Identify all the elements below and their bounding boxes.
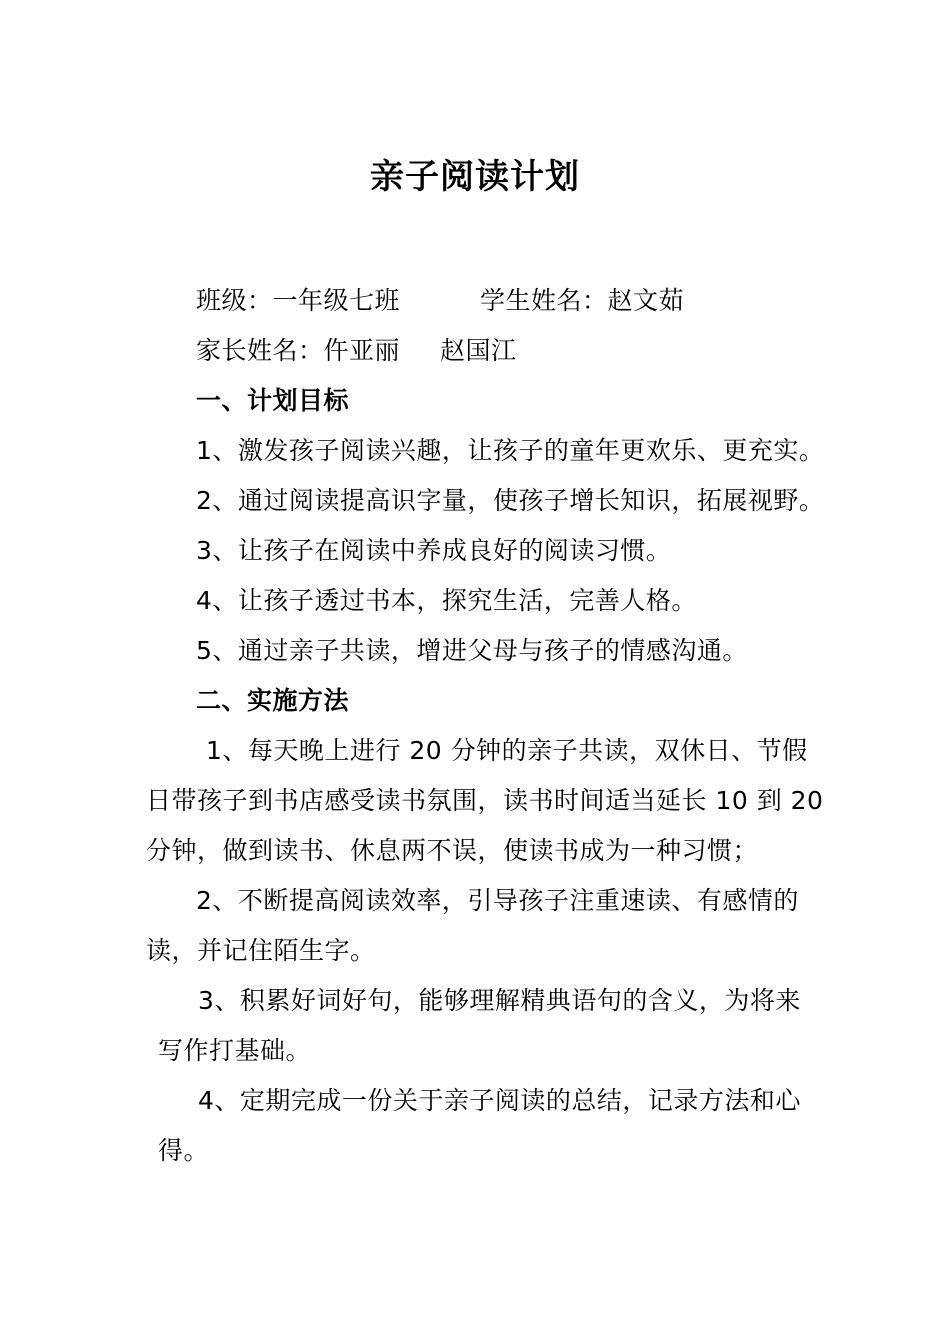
method-item-line: 写作打基础。 [158, 1036, 312, 1065]
method-item-line: 3、积累好词好句，能够理解精典语句的含义，为将来 [198, 986, 801, 1015]
parent-name-label: 家长姓名： [196, 336, 324, 365]
method-item-line: 1、每天晚上进行 20 分钟的亲子共读，双休日、节假 [206, 736, 808, 765]
goal-item: 2、通过阅读提高识字量，使孩子增长知识，拓展视野。 [196, 486, 825, 515]
method-item-line: 4、定期完成一份关于亲子阅读的总结，记录方法和心 [198, 1086, 801, 1115]
goal-item: 4、让孩子透过书本，探究生活，完善人格。 [196, 586, 697, 615]
method-item-line: 读，并记住陌生字。 [146, 936, 376, 965]
parent-line [196, 335, 517, 367]
method-item-line: 2、不断提高阅读效率，引导孩子注重速读、有感情的 [196, 886, 799, 915]
method-item-line: 得。 [158, 1136, 210, 1165]
method-item-line: 日带孩子到书店感受读书氛围，读书时间适当延长 10 到 20 [146, 786, 824, 815]
section-heading-goals: 一、计划目标 [196, 386, 350, 415]
class-label: 班级： [196, 286, 273, 315]
document-title: 亲子阅读计划 [370, 157, 580, 197]
goal-item: 5、通过亲子共读，增进父母与孩子的情感沟通。 [196, 636, 748, 665]
class-value: 一年级七班 [272, 286, 401, 315]
parent-name-value-1: 仵亚丽 [323, 336, 401, 365]
student-name-label: 学生姓名： [480, 286, 608, 315]
goal-item: 1、激发孩子阅读兴趣，让孩子的童年更欢乐、更充实。 [196, 436, 825, 465]
section-heading-methods: 二、实施方法 [196, 686, 350, 715]
goal-item: 3、让孩子在阅读中养成良好的阅读习惯。 [196, 536, 672, 565]
student-name-value: 赵文茹 [607, 286, 685, 315]
method-item-line: 分钟，做到读书、休息两不误，使读书成为一种习惯； [146, 836, 759, 865]
parent-name-value-2: 赵国江 [440, 336, 517, 365]
class-student-line [196, 285, 684, 317]
